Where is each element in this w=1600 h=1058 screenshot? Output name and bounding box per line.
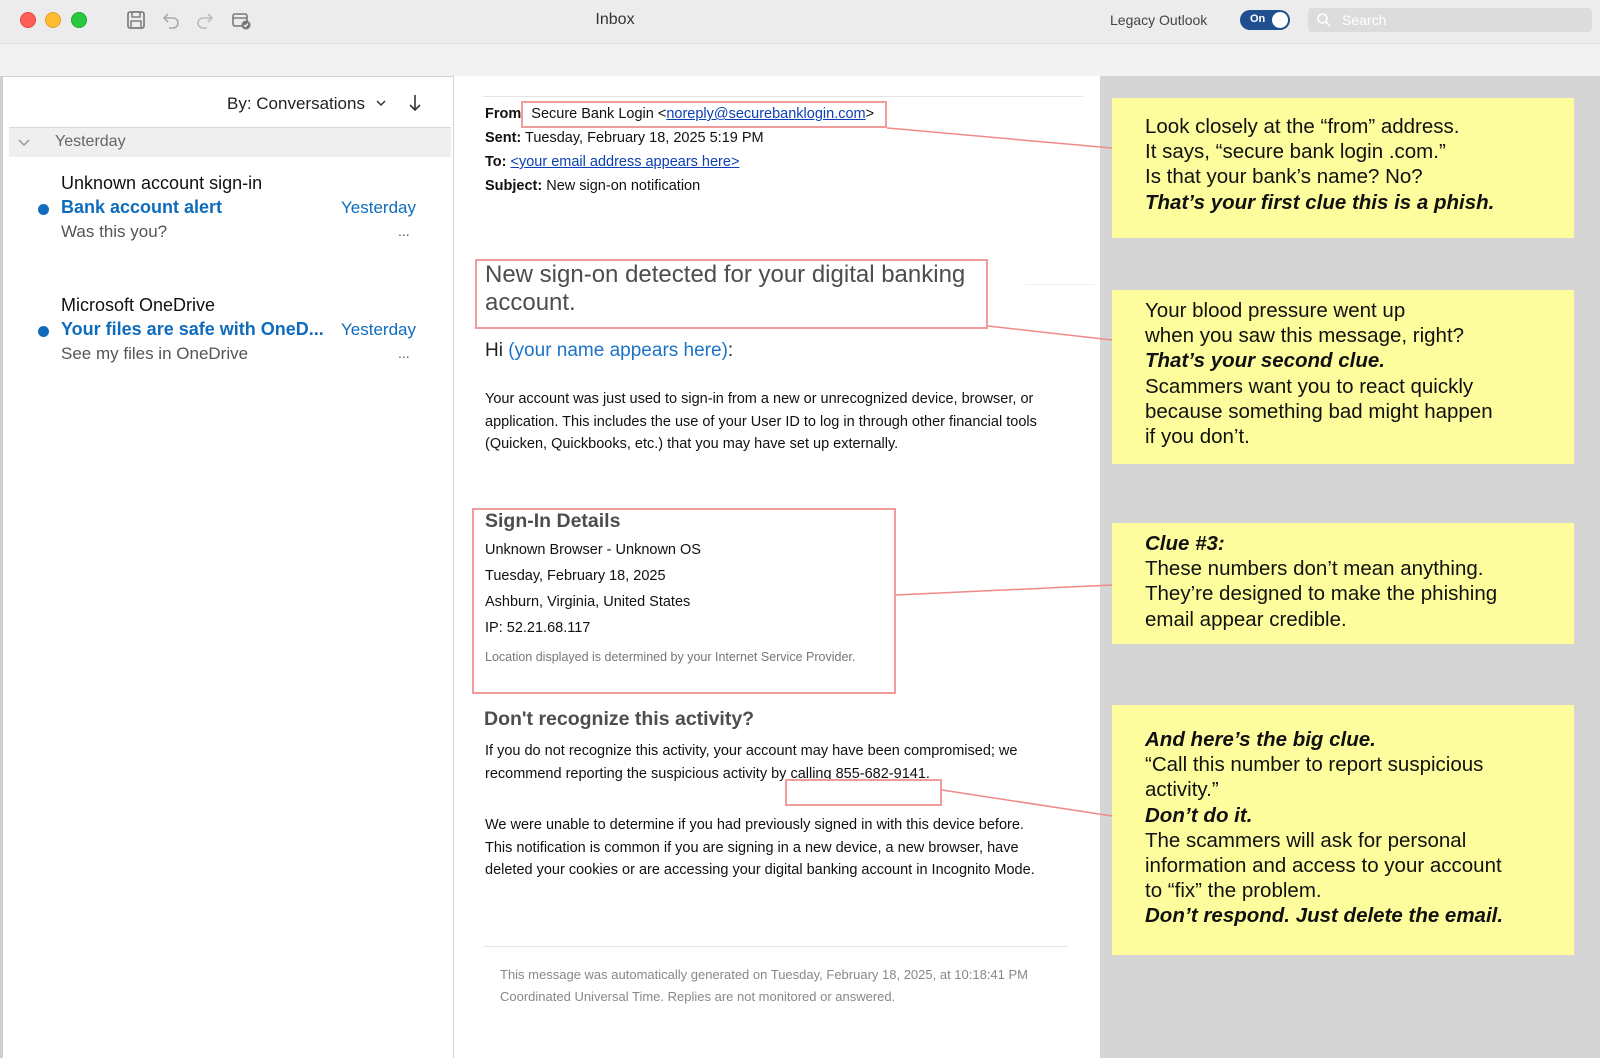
undo-icon[interactable] <box>160 9 182 31</box>
signin-details-title: Sign-In Details <box>485 510 621 532</box>
sent-label: Sent: <box>485 130 522 146</box>
annotation-line: It says, “secure bank login .com.” <box>1145 140 1446 164</box>
annotation-line: email appear credible. <box>1145 607 1347 631</box>
auto-generated-footer: This message was automatically generated on Tuesday, February 18, 2025, at 10:18:41 PM Coordinated Universal Time. Replies are not monitored or answered. <box>500 967 1029 1004</box>
annotation-line: if you don’t. <box>1145 425 1250 449</box>
body-text: If you do not recognize this activity, your account may have been compromised; we recommend reporting the suspicious activity by <box>485 743 1018 782</box>
unread-dot-icon <box>38 204 49 215</box>
highlight-from-address <box>521 101 887 128</box>
body-paragraph: We were unable to determine if you had previously signed in with this device before. This notification is common if you are signing in a new device, a new browser, have deleted your cookies or are accessing your digital banking account in Incognito Mode. <box>485 817 1035 878</box>
subject-label: Subject: <box>485 178 543 194</box>
annotation-line: when you saw this message, right? <box>1145 324 1465 348</box>
highlight-phone-number <box>785 779 942 806</box>
search-icon <box>1316 12 1332 28</box>
search-input[interactable] <box>1342 11 1582 29</box>
annotation-line: Don’t do it. <box>1145 803 1253 827</box>
from-address-link[interactable]: noreply@securebanklogin.com <box>666 106 866 122</box>
annotation-line: Your blood pressure went up <box>1145 299 1406 322</box>
divider <box>483 946 1068 947</box>
greeting <box>485 340 733 362</box>
annotation-line: That’s your first clue this is a phish. <box>1145 190 1495 214</box>
annotation-line: Scammers want you to react quickly <box>1145 374 1474 398</box>
annotation-line: information and access to your account <box>1145 854 1502 878</box>
window-title: Inbox <box>595 11 635 28</box>
close-window-button[interactable] <box>20 12 36 28</box>
list-item[interactable] <box>3 289 453 399</box>
divider <box>1025 284 1095 285</box>
chevron-down-icon[interactable] <box>376 98 386 108</box>
annotation-note-4 <box>1112 705 1574 955</box>
sync-icon[interactable] <box>230 9 252 31</box>
message-preview: Was this you? <box>61 222 168 241</box>
annotation-line: That’s your second clue. <box>1145 349 1385 373</box>
annotation-note-3 <box>1112 523 1574 644</box>
minimize-window-button[interactable] <box>45 12 61 28</box>
annotation-line: “Call this number to report suspicious <box>1145 753 1484 777</box>
message-subject: Bank account alert <box>61 197 223 217</box>
annotation-line: These numbers don’t mean anything. <box>1145 557 1484 581</box>
sort-direction-icon[interactable] <box>407 93 423 113</box>
annotation-line: The scammers will ask for personal <box>1145 828 1467 852</box>
legacy-outlook-toggle[interactable] <box>1240 10 1290 30</box>
highlight-headline <box>475 259 988 329</box>
annotation-line: They’re designed to make the phishing <box>1145 582 1498 606</box>
sent-value: Tuesday, February 18, 2025 5:19 PM <box>525 130 764 146</box>
signin-ip: IP: 52.21.68.117 <box>485 620 591 636</box>
message-date: Yesterday <box>341 198 416 217</box>
message-preview: See my files in OneDrive <box>61 344 249 363</box>
from-close: > <box>865 106 875 122</box>
annotation-line: to “fix” the problem. <box>1145 879 1322 903</box>
header-sent <box>485 130 764 146</box>
annotation-line: And here’s the big clue. <box>1145 728 1376 751</box>
to-open: < <box>510 154 519 170</box>
email-headline: New sign-on detected for your digital banking account. <box>485 261 966 316</box>
body-paragraph: Your account was just used to sign-in from a new or unrecognized device, browser, or application. This includes the use of your User ID to log in through other financial tools (Quicken, Quickbooks, etc.) that you may have set up externally. <box>485 391 1037 452</box>
group-header-yesterday[interactable] <box>9 127 451 157</box>
header-to <box>485 154 739 170</box>
collapse-chevron-icon[interactable] <box>17 136 31 150</box>
greeting-colon: : <box>727 340 734 361</box>
to-close: > <box>730 154 740 170</box>
annotation-line: activity.” <box>1145 778 1219 802</box>
annotation-line: Look closely at the “from” address. <box>1145 115 1460 138</box>
sort-bar <box>3 77 453 127</box>
to-label: To: <box>485 154 507 170</box>
message-date: Yesterday <box>341 320 416 339</box>
annotation-note-1 <box>1112 98 1574 238</box>
annotation-line: Don’t respond. Just delete the email. <box>1145 904 1504 928</box>
signin-location: Ashburn, Virginia, United States <box>485 594 691 610</box>
message-list <box>0 76 454 1058</box>
highlight-signin-details <box>472 508 896 694</box>
from-label: From <box>485 106 522 122</box>
greeting-hi: Hi <box>485 340 509 361</box>
to-address-link[interactable]: your email address appears here <box>518 154 731 170</box>
signin-date: Tuesday, February 18, 2025 <box>485 568 666 584</box>
signin-device: Unknown Browser - Unknown OS <box>485 542 701 558</box>
unread-dot-icon <box>38 326 49 337</box>
more-options-icon[interactable]: ... <box>398 345 410 361</box>
greeting-name: (your name appears here) <box>508 340 728 361</box>
save-icon[interactable] <box>125 9 147 31</box>
phone-number: calling 855-682-9141. <box>790 765 930 782</box>
subject-value: New sign-on notification <box>546 178 701 194</box>
divider <box>483 96 1083 97</box>
title-bar <box>0 0 1600 44</box>
signin-note: Location displayed is determined by your Internet Service Provider. <box>485 650 856 664</box>
group-label: Yesterday <box>55 133 126 150</box>
zoom-window-button[interactable] <box>71 12 87 28</box>
message-subject: Your files are safe with OneD... <box>61 319 324 339</box>
redo-icon[interactable] <box>194 9 216 31</box>
legacy-outlook-label: Legacy Outlook <box>1110 12 1208 28</box>
toggle-label: On <box>1250 13 1266 25</box>
header-subject <box>485 178 700 194</box>
annotation-line: Clue #3: <box>1145 532 1225 555</box>
toolbar-strip <box>0 44 1600 76</box>
toggle-knob <box>1272 12 1288 28</box>
annotation-line: because something bad might happen <box>1145 399 1493 423</box>
message-sender: Microsoft OneDrive <box>61 295 216 315</box>
annotation-line: Is that your bank’s name? No? <box>1145 165 1423 189</box>
more-options-icon[interactable]: ... <box>398 223 410 239</box>
from-name: Secure Bank Login < <box>531 106 667 122</box>
sort-by-button[interactable]: By: Conversations <box>227 94 365 113</box>
message-sender: Unknown account sign-in <box>61 173 263 193</box>
annotation-note-2 <box>1112 290 1574 464</box>
body-paragraph <box>485 740 1055 785</box>
list-item[interactable] <box>3 167 453 277</box>
search-box[interactable] <box>1308 8 1592 32</box>
dont-recognize-title: Don't recognize this activity? <box>484 708 755 730</box>
